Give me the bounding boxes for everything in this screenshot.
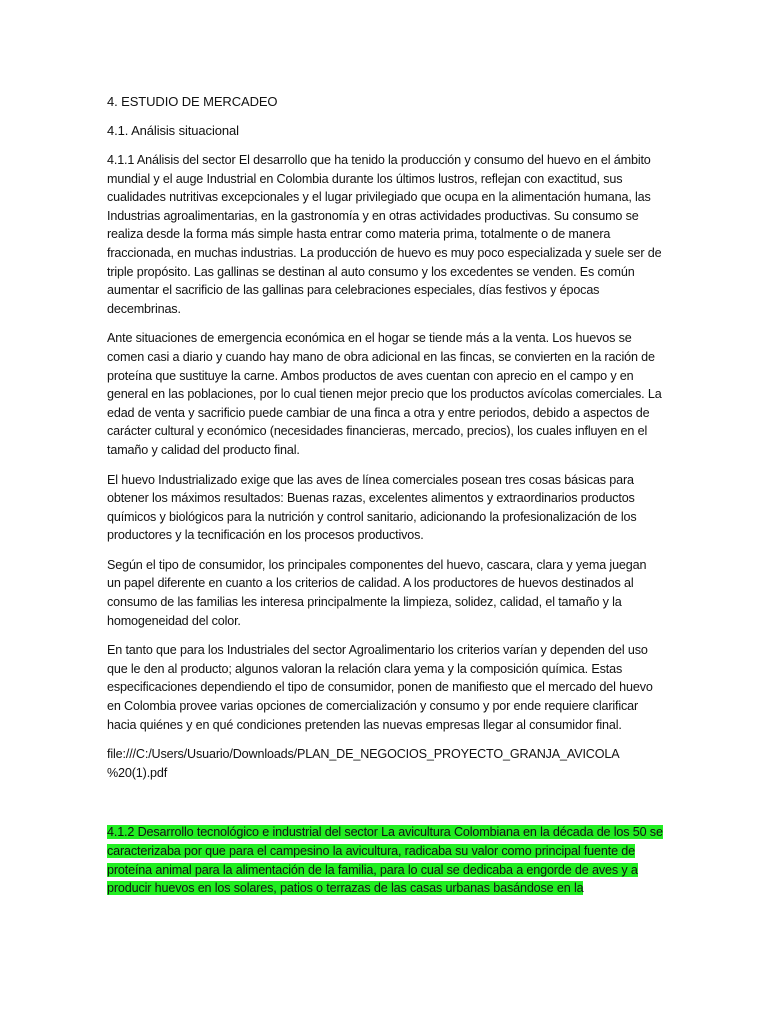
paragraph-emergencia-economica: Ante situaciones de emergencia económica en el hogar se tiende más a la venta. Los huevos se comen casi a diario y cuando hay mano de obra adicional en las fincas, se convierten en la ración de proteína que sustituye la carne. Ambos productos de aves cuentan con aprecio en el campo y en general en las poblaciones, por lo cual tienen mejor precio que los productos avícolas comerciales. La edad de venta y sacrificio puede cambiar de una finca a otra y entre periodos, debido a aspectos de carácter cultural y económico (necesidades financieras, mercado, precios), los cuales influyen en el tamaño y calidad del producto final. [107, 331, 662, 457]
highlighted-text: 4.1.2 Desarrollo tecnológico e industrial del sector La avicultura Colombiana en la década de los 50 se caracterizaba por que para el campesino la avicultura, radicaba su valor como principal fuente de proteína animal para la alimentación de la familia, para lo cual se dedicaba a engorde de aves y a producir huevos en los solares, patios o terrazas de las casas urbanas basándose en la [107, 825, 663, 896]
highlighted-paragraph [107, 823, 663, 897]
subsection-title: 4.1. Análisis situacional [107, 123, 239, 138]
section-title: 4. ESTUDIO DE MERCADEO [107, 94, 278, 109]
file-reference [107, 745, 663, 782]
file-reference-line1: file:///C:/Users/Usuario/Downloads/PLAN_DE_NEGOCIOS_PROYECTO_GRANJA_AVICOLA [107, 747, 620, 762]
paragraph-industriales: En tanto que para los Industriales del sector Agroalimentario los criterios varían y dependen del uso que le den al producto; algunos valoran la relación clara yema y la composición química. Estas especificaciones dependiendo el tipo de consumidor, ponen de manifiesto que el mercado del huevo en Colombia provee varias opciones de comercialización y consumo y por ende requiere clarificar hacia quiénes y en qué condiciones pretenden las nuevas empresas llegar al consumidor final. [107, 643, 653, 732]
paragraph-analisis-sector: 4.1.1 Análisis del sector El desarrollo que ha tenido la producción y consumo del huevo en el ámbito mundial y el auge Industrial en Colombia durante los últimos lustros, reflejan con exactitud, sus cualidades nutritivas excepcionales y el lugar privilegiado que ocupa en la alimentación humana, las Industrias agroalimentarias, en la gastronomía y en otras actividades productivas. Su consumo se realiza desde la forma más simple hasta entrar como materia prima, totalmente o de manera fraccionada, en muchas industrias. La producción de huevo es muy poco especializada y suele ser de triple propósito. Las gallinas se destinan al auto consumo y los excedentes se venden. Es común aumentar el sacrificio de las gallinas para celebraciones especiales, días festivos y épocas decembrinas. [107, 153, 662, 316]
spacer [107, 782, 663, 823]
document-page [107, 93, 663, 898]
paragraph-huevo-industrializado: El huevo Industrializado exige que las aves de línea comerciales posean tres cosas básicas para obtener los máximos resultados: Buenas razas, excelentes alimentos y extraordinarios productos químicos y biológicos para la nutrición y control sanitario, adicionando la profesionalización de los productores y la tecnificación en los procesos productivos. [107, 472, 637, 543]
file-reference-line2: %20(1).pdf [107, 765, 168, 780]
paragraph-tipo-consumidor: Según el tipo de consumidor, los principales componentes del huevo, cascara, clara y yema juegan un papel diferente en cuanto a los criterios de calidad. A los productores de huevos destinados al consumo de las familias les interesa principalmente la limpieza, solidez, calidad, el tamaño y la homogeneidad del color. [107, 557, 647, 628]
